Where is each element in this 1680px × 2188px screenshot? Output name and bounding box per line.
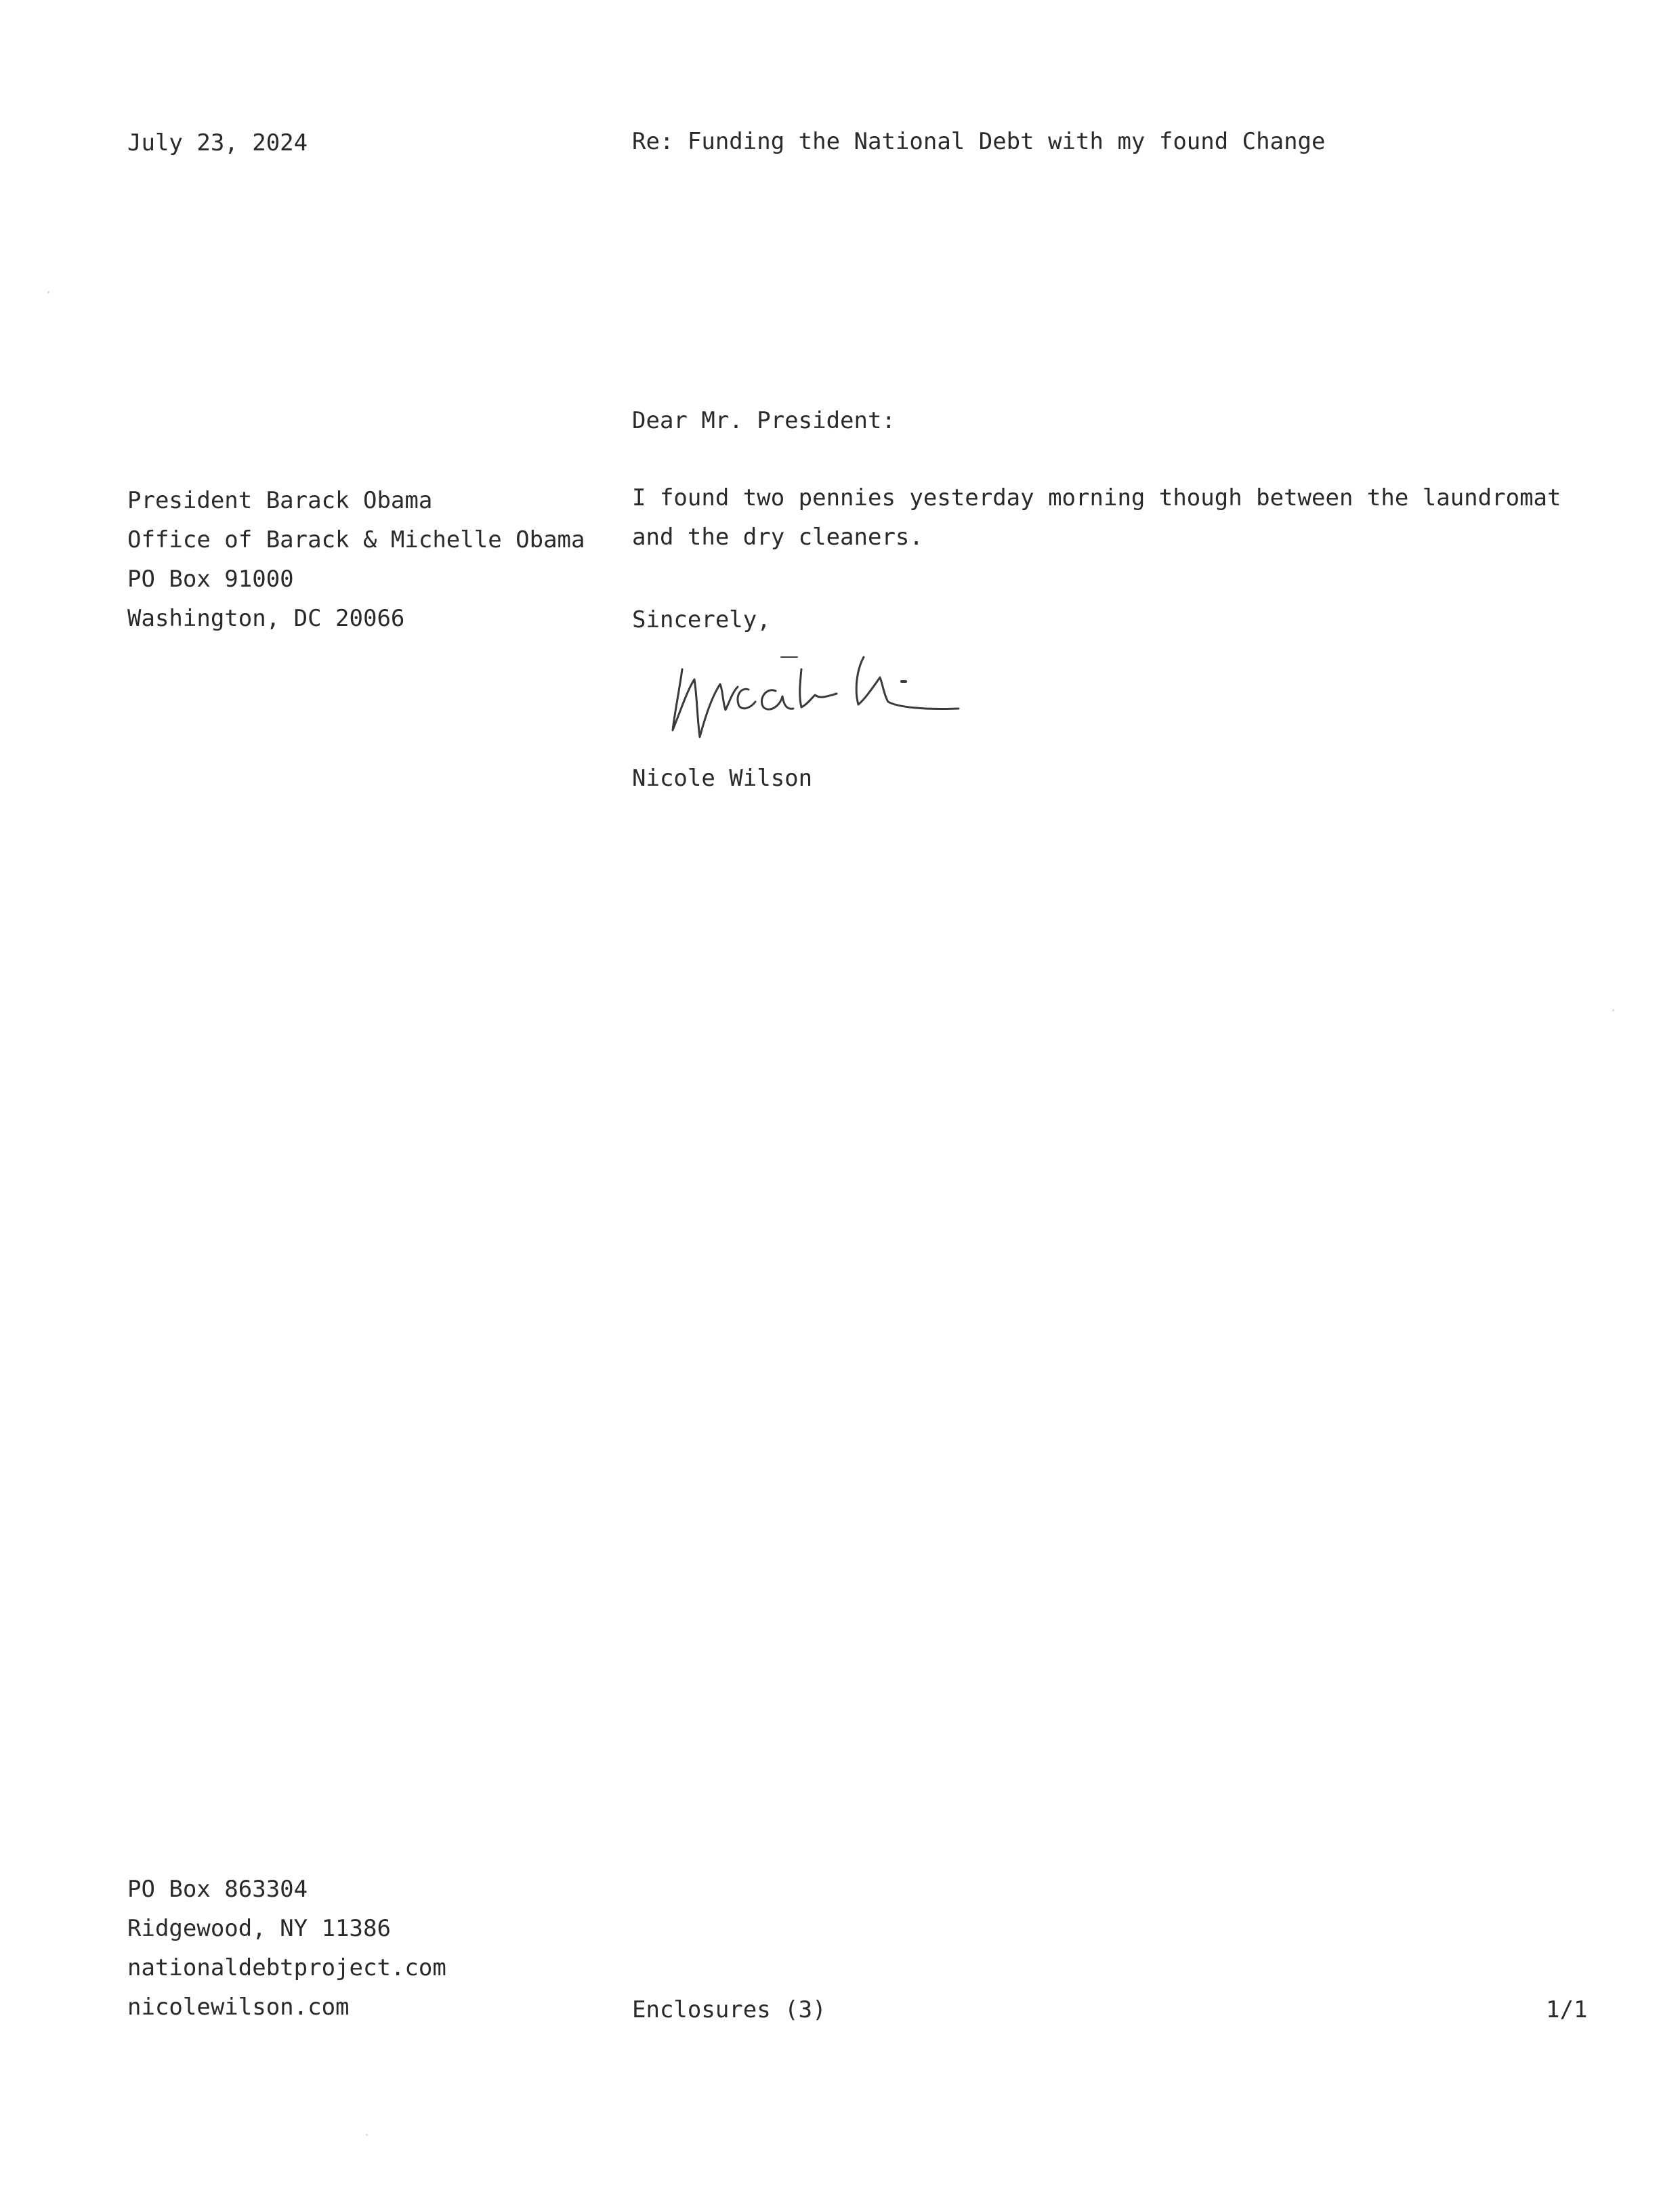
sender-website: nationaldebtproject.com [127, 1954, 446, 1981]
sender-address [127, 1870, 446, 2027]
paper-speck [1612, 1009, 1614, 1011]
salutation: Dear Mr. President: [632, 407, 896, 434]
letter-subject: Re: Funding the National Debt with my found Change [632, 128, 1326, 155]
signature-icon [667, 642, 1047, 764]
paper-speck [47, 291, 49, 293]
letter-date: July 23, 2024 [127, 129, 308, 156]
closing: Sincerely, [632, 606, 771, 633]
enclosures-note: Enclosures (3) [632, 1996, 826, 2023]
body-line: I found two pennies yesterday morning though between the laundromat [632, 484, 1561, 511]
body-line: and the dry cleaners. [632, 524, 923, 551]
sender-city: Ridgewood, NY 11386 [127, 1915, 391, 1942]
letter-body [632, 478, 1561, 557]
sender-po-box: PO Box 863304 [127, 1876, 308, 1903]
handwritten-signature [667, 642, 1047, 764]
recipient-name: President Barack Obama [127, 487, 433, 514]
sender-website: nicolewilson.com [127, 1994, 350, 2021]
signer-name: Nicole Wilson [632, 765, 813, 792]
paper-speck [366, 2134, 368, 2136]
recipient-office: Office of Barack & Michelle Obama [127, 526, 585, 553]
page-number: 1/1 [1546, 1996, 1588, 2023]
recipient-city: Washington, DC 20066 [127, 605, 405, 632]
recipient-address [127, 481, 585, 638]
recipient-po-box: PO Box 91000 [127, 566, 294, 593]
